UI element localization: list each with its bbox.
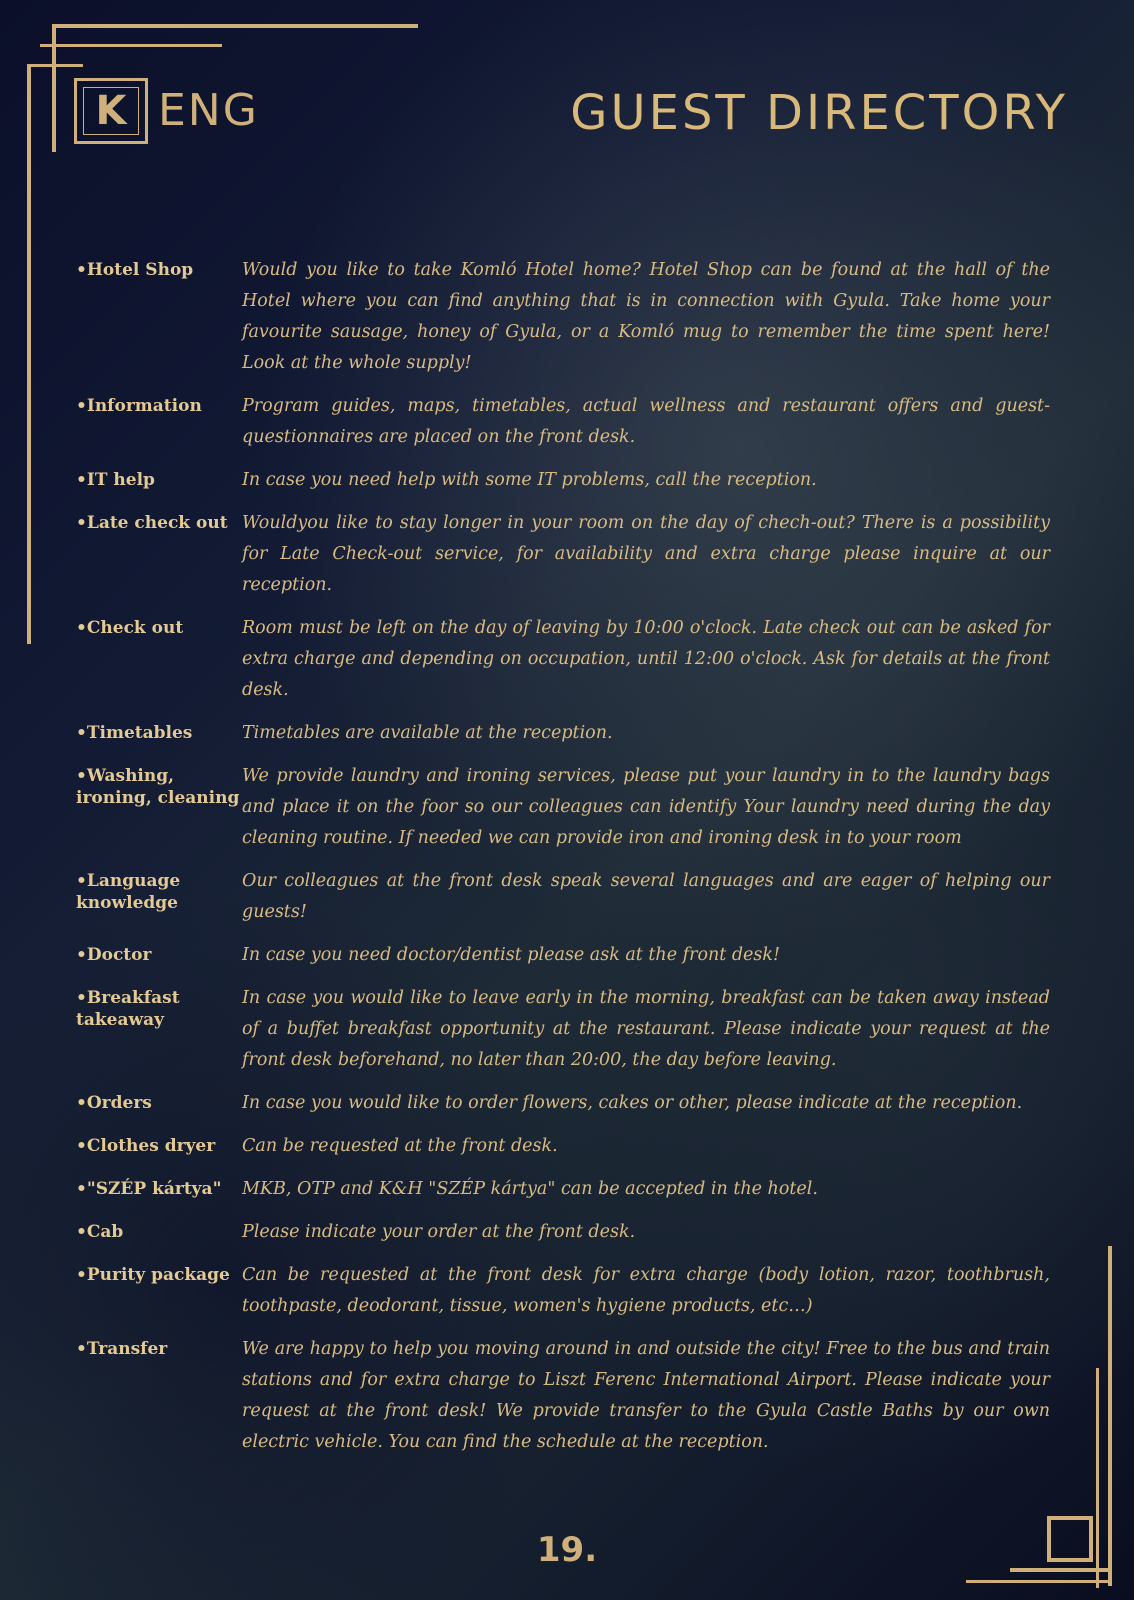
- entry-description: In case you need doctor/dentist please ask at the front desk!: [242, 945, 781, 965]
- entry-description: In case you need help with some IT problems, call the reception.: [242, 470, 817, 490]
- directory-entry: [76, 391, 1050, 453]
- entry-term: •Clothes dryer: [76, 1136, 216, 1156]
- entry-term: •IT help: [76, 470, 155, 490]
- entry-term: •Hotel Shop: [76, 260, 194, 280]
- directory-entry: [76, 613, 1050, 706]
- frame-line: [27, 64, 83, 67]
- entry-term: •Information: [76, 396, 202, 416]
- directory-entry: [76, 761, 1050, 854]
- entry-description: Timetables are available at the reception.: [242, 723, 613, 743]
- entry-description: Room must be left on the day of leaving by 10:00 o'clock. Late check out can be asked for extra charge and depending on occupation, until 12:00 o'clock. Ask for details at the front desk.: [242, 618, 1050, 700]
- directory-entry: [76, 1334, 1050, 1458]
- directory-entry: [76, 718, 1050, 749]
- page-number: 19.: [536, 1530, 598, 1570]
- entry-term: •Check out: [76, 618, 184, 638]
- entry-term: •Transfer: [76, 1339, 168, 1359]
- entry-description: Our colleagues at the front desk speak several languages and are eager of helping our guests!: [242, 871, 1050, 922]
- entry-term: •Doctor: [76, 945, 152, 965]
- directory-entry: [76, 1260, 1050, 1322]
- frame-line: [52, 24, 418, 28]
- entry-description: Wouldyou like to stay longer in your room on the day of chech-out? There is a possibility for Late Check-out service, for availability and extra charge please inquire at our reception.: [242, 513, 1050, 595]
- directory-entry: [76, 1088, 1050, 1119]
- entry-term: •Timetables: [76, 723, 193, 743]
- entry-description: We are happy to help you moving around in and outside the city! Free to the bus and train stations and for extra charge to Liszt Ferenc International Airport. Please indicate your request at the front desk! We provide transfer to the Gyula Castle Baths by our own electric vehicle. You can find the schedule at the reception.: [242, 1339, 1050, 1452]
- directory-entry: [76, 508, 1050, 601]
- entry-description: In case you would like to leave early in the morning, breakfast can be taken away instead of a buffet breakfast opportunity at the restaurant. Please indicate your request at the front desk beforehand, no later than 20:00, the day before leaving.: [242, 988, 1050, 1070]
- frame-line: [966, 1580, 1112, 1583]
- entry-term: •Late check out: [76, 513, 228, 533]
- entry-description: Program guides, maps, timetables, actual wellness and restaurant offers and guest-questionnaires are placed on the front desk.: [242, 396, 1050, 447]
- directory-entry: [76, 1174, 1050, 1205]
- directory-entry: [76, 1217, 1050, 1248]
- entry-term: •Purity package: [76, 1265, 230, 1285]
- directory-entry: [76, 940, 1050, 971]
- entry-term: •Cab: [76, 1222, 124, 1242]
- entry-description: Can be requested at the front desk for extra charge (body lotion, razor, toothbrush, toothpaste, deodorant, tissue, women's hygiene products, etc…): [242, 1265, 1050, 1316]
- directory-list: [76, 255, 1050, 1470]
- entry-term: •Orders: [76, 1093, 152, 1113]
- frame-line: [27, 64, 31, 644]
- entry-description: In case you would like to order flowers, cakes or other, please indicate at the reception.: [242, 1093, 1023, 1113]
- entry-term: •"SZÉP kártya": [76, 1179, 222, 1199]
- directory-entry: [76, 983, 1050, 1076]
- logo-letter: K: [83, 87, 139, 135]
- frame-line: [40, 44, 222, 47]
- directory-entry: [76, 866, 1050, 928]
- entry-description: Can be requested at the front desk.: [242, 1136, 558, 1156]
- entry-description: We provide laundry and ironing services, please put your laundry in to the laundry bags and place it on the foor so our colleagues can identify Your laundry need during the day cleaning routine. If needed we can provide iron and ironing desk in to your room: [242, 766, 1050, 848]
- logo-text: ENG: [158, 85, 259, 136]
- entry-term: •Breakfast takeaway: [76, 988, 180, 1030]
- directory-entry: [76, 1131, 1050, 1162]
- directory-entry: [76, 255, 1050, 379]
- page-title: GUEST DIRECTORY: [570, 85, 1068, 141]
- entry-description: MKB, OTP and K&H "SZÉP kártya" can be accepted in the hotel.: [242, 1179, 818, 1199]
- directory-entry: [76, 465, 1050, 496]
- logo: [74, 78, 148, 144]
- entry-term: •Language knowledge: [76, 871, 181, 913]
- entry-description: Would you like to take Komló Hotel home? Hotel Shop can be found at the hall of the Hotel where you can find anything that is in connection with Gyula. Take home your favourite sausage, honey of Gyula, or a Komló mug to remember the time spent here! Look at the whole supply!: [242, 260, 1050, 373]
- entry-term: •Washing, ironing, cleaning: [76, 766, 240, 808]
- entry-description: Please indicate your order at the front desk.: [242, 1222, 636, 1242]
